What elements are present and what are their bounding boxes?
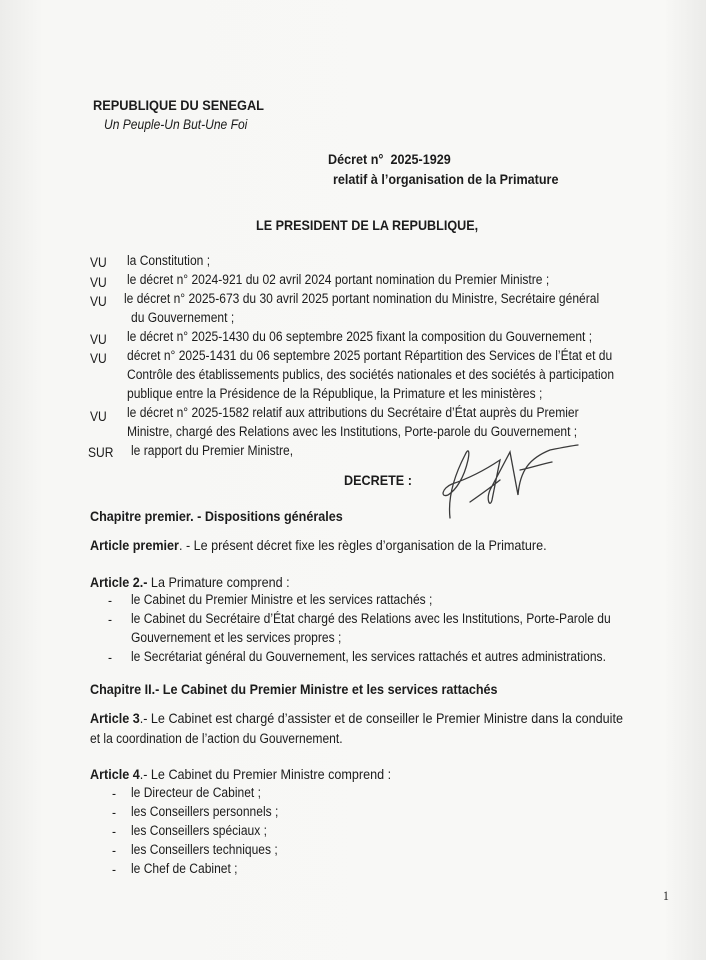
list-item: les Conseillers spéciaux ;	[131, 823, 267, 838]
list-item: le Cabinet du Premier Ministre et les services rattachés ;	[131, 592, 433, 607]
visa-line: du Gouvernement ;	[131, 310, 235, 325]
visa-line: Ministre, chargé des Relations avec les Institutions, Porte-parole du Gouvernement ;	[127, 424, 578, 439]
article-4	[90, 766, 391, 782]
visa-label: VU	[90, 294, 107, 309]
list-item: les Conseillers personnels ;	[131, 804, 279, 819]
visa-label: VU	[90, 255, 107, 270]
article-3	[90, 710, 623, 726]
article-2	[90, 574, 290, 590]
list-item: le Chef de Cabinet ;	[131, 861, 238, 876]
visa-line: le décret n° 2025-673 du 30 avril 2025 portant nomination du Ministre, Secrétaire général	[124, 291, 600, 306]
bullet-dash: -	[108, 650, 113, 665]
list-item: les Conseillers techniques ;	[131, 842, 278, 857]
chapter-heading: Chapitre II.- Le Cabinet du Premier Ministre et les services rattachés	[90, 681, 498, 697]
visa-line: le décret n° 2025-1430 du 06 septembre 2025 fixant la composition du Gouvernement ;	[127, 329, 593, 344]
article-1	[90, 537, 547, 553]
country-heading: REPUBLIQUE DU SENEGAL	[93, 98, 264, 114]
visa-label: VU	[90, 332, 107, 347]
bullet-dash: -	[108, 593, 113, 608]
national-motto: Un Peuple-Un But-Une Foi	[104, 117, 248, 132]
decree-label: Décret n°	[328, 151, 384, 167]
page-number: 1	[663, 888, 669, 903]
list-item: Gouvernement et les services propres ;	[131, 630, 342, 645]
list-item: le Cabinet du Secrétaire d’État chargé des Relations avec les Institutions, Porte-Parole du	[131, 611, 611, 626]
article-text: .- Le Cabinet est chargé d’assister et de conseiller le Premier Ministre dans la conduite	[139, 710, 623, 726]
article-title: Article premier	[90, 537, 179, 553]
bullet-dash: -	[112, 843, 117, 858]
decree-subject: relatif à l’organisation de la Primature	[333, 171, 559, 187]
article-text: et la coordination de l’action du Gouvernement.	[90, 731, 343, 746]
visa-label: SUR	[88, 445, 114, 460]
visa-line: décret n° 2025-1431 du 06 septembre 2025 portant Répartition des Services de l’État et du	[127, 348, 613, 363]
article-text: .- Le Cabinet du Premier Ministre comprend :	[139, 766, 392, 782]
signature	[430, 440, 580, 525]
authority-heading: LE PRESIDENT DE LA REPUBLIQUE,	[256, 217, 479, 233]
bullet-dash: -	[112, 786, 117, 801]
bullet-dash: -	[108, 612, 113, 627]
bullet-dash: -	[112, 805, 117, 820]
article-text: La Primature comprend :	[147, 574, 290, 590]
visa-label: VU	[90, 351, 107, 366]
list-item: le Directeur de Cabinet ;	[131, 785, 261, 800]
visa-line: le décret n° 2025-1582 relatif aux attributions du Secrétaire d’État auprès du Premier	[127, 405, 579, 420]
article-title: Article 4	[90, 766, 140, 782]
article-title: Article 3	[90, 710, 140, 726]
article-title: Article 2.-	[90, 574, 148, 590]
article-text: . - Le présent décret fixe les règles d’organisation de la Primature.	[178, 537, 547, 553]
decree-number: 2025-1929	[390, 151, 451, 167]
visa-line: publique entre la Présidence de la République, la Primature et les ministères ;	[127, 386, 543, 401]
visa-line: le rapport du Premier Ministre,	[131, 443, 294, 458]
list-item: le Secrétariat général du Gouvernement, les services rattachés et autres administrations.	[131, 649, 606, 664]
visa-label: VU	[90, 275, 107, 290]
bullet-dash: -	[112, 862, 117, 877]
chapter-heading: Chapitre premier. - Dispositions générales	[90, 508, 343, 524]
visa-line: le décret n° 2024-921 du 02 avril 2024 portant nomination du Premier Ministre ;	[127, 272, 550, 287]
visa-line: Contrôle des établissements publics, des sociétés nationales et des sociétés à participation	[127, 367, 615, 382]
visa-line: la Constitution ;	[127, 253, 211, 268]
decree-title	[328, 151, 451, 167]
decrete-heading: DECRETE :	[344, 472, 412, 488]
bullet-dash: -	[112, 824, 117, 839]
visa-label: VU	[90, 409, 107, 424]
